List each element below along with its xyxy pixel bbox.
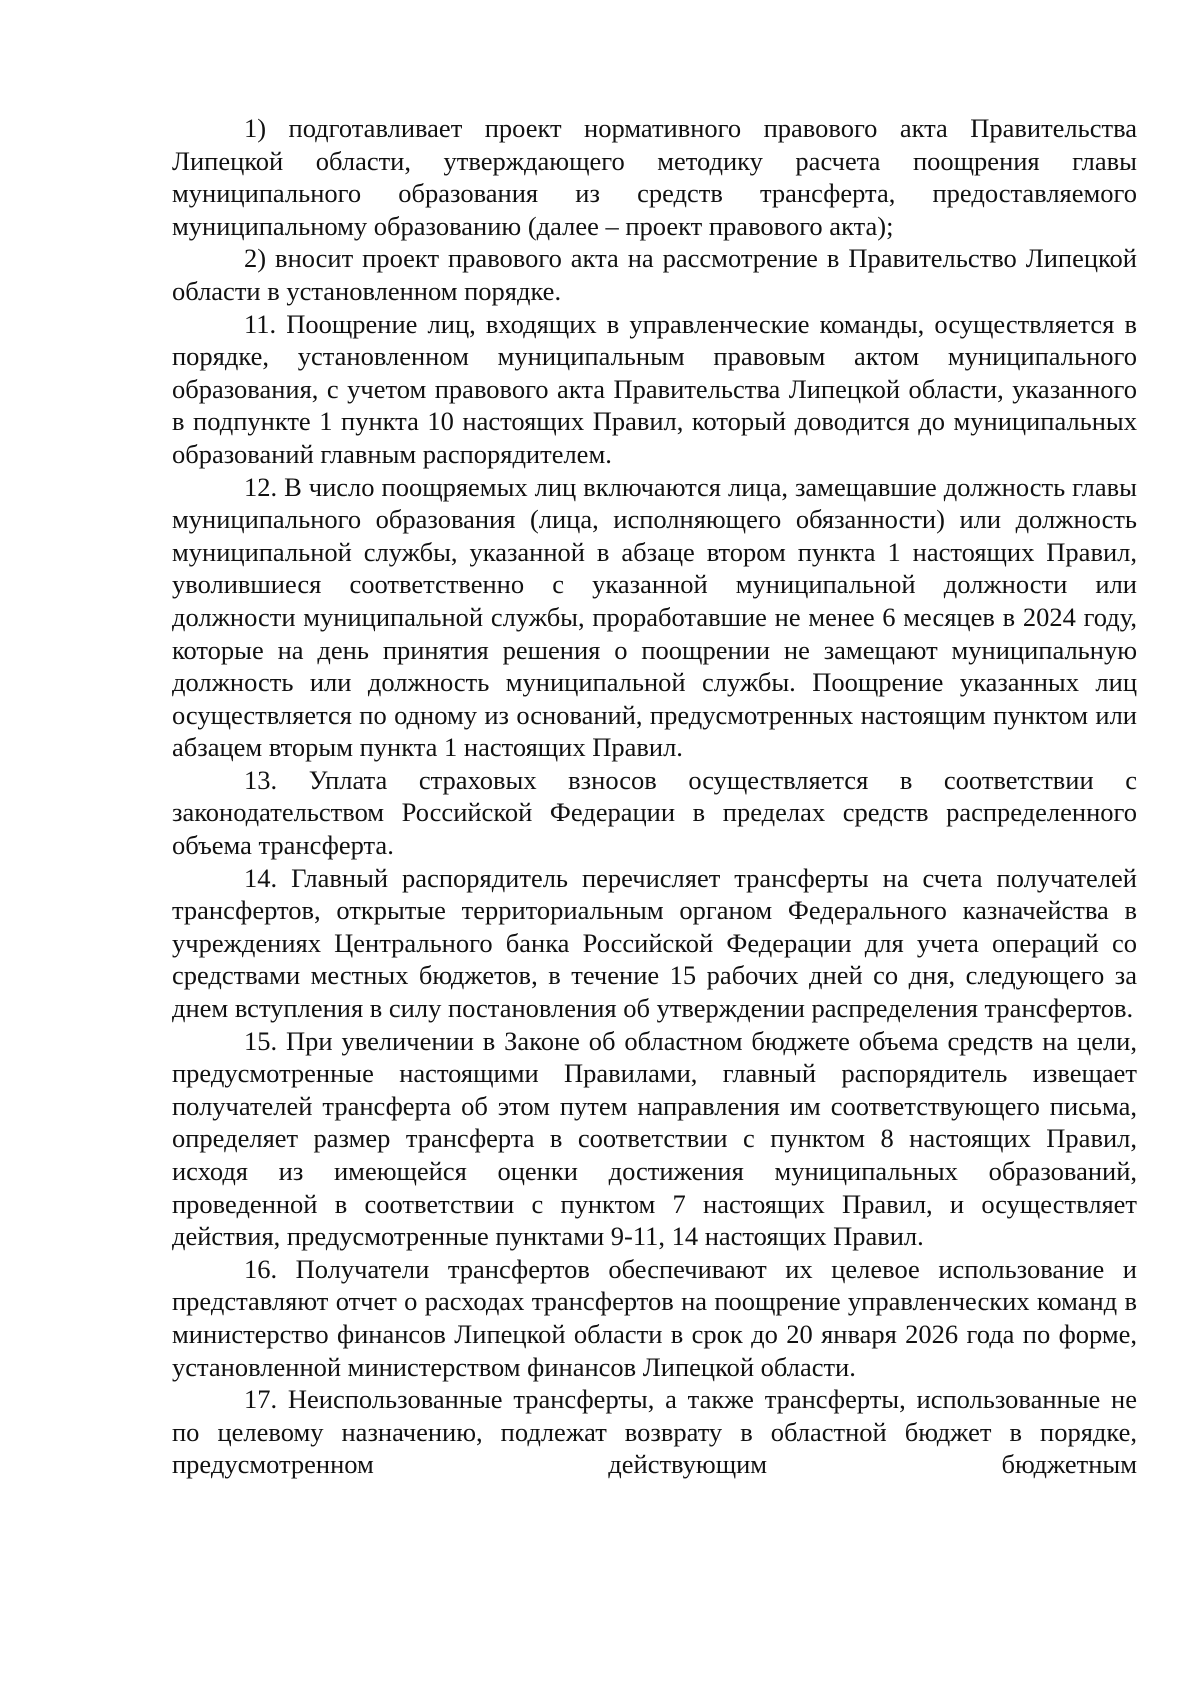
paragraph-item-13: 13. Уплата страховых взносов осуществляется в соответствии с законодательством Российской Федерации в пределах средств распределенного объема трансферта.: [172, 764, 1137, 861]
paragraph-item-15: 15. При увеличении в Законе об областном бюджете объема средств на цели, предусмотренные настоящими Правилами, главный распорядитель извещает получателей трансферта об этом путем направления им соответствующего письма, определяет размер трансферта в соответствии с пунктом 8 настоящих Правил, исходя из имеющейся оценки достижения муниципальных образований, проведенной в соответствии с пунктом 7 настоящих Правил, и осуществляет действия, предусмотренные пунктами 9-11, 14 настоящих Правил.: [172, 1025, 1137, 1252]
paragraph-item-14: 14. Главный распорядитель перечисляет трансферты на счета получателей трансфертов, открытые территориальным органом Федерального казначейства в учреждениях Центрального банка Российской Федерации для учета операций со средствами местных бюджетов, в течение 15 рабочих дней со дня, следующего за днем вступления в силу постановления об утверждении распределения трансфертов.: [172, 862, 1137, 1024]
paragraph-item-11: 11. Поощрение лиц, входящих в управленческие команды, осуществляется в порядке, установленном муниципальным правовым актом муниципального образования, с учетом правового акта Правительства Липецкой области, указанного в подпункте 1 пункта 10 настоящих Правил, который доводится до муниципальных образований главным распорядителем.: [172, 308, 1137, 469]
paragraph-item-16: 16. Получатели трансфертов обеспечивают их целевое использование и представляют отчет о расходах трансфертов на поощрение управленческих команд в министерство финансов Липецкой области в срок до 20 января 2026 года по форме, установленной министерством финансов Липецкой области.: [172, 1253, 1137, 1382]
paragraph-item-12: 12. В число поощряемых лиц включаются лица, замещавшие должность главы муниципального образования (лица, исполняющего обязанности) или должность муниципальной службы, указанной в абзаце втором пункта 1 настоящих Правил, уволившиеся соответственно с указанной муниципальной должности или должности муниципальной службы, проработавшие не менее 6 месяцев в 2024 году, которые на день принятия решения о поощрении не замещают муниципальную должность или должность муниципальной службы. Поощрение указанных лиц осуществляется по одному из оснований, предусмотренных настоящим пунктом или абзацем вторым пункта 1 настоящих Правил.: [172, 471, 1137, 763]
document-page: [172, 112, 1137, 1481]
paragraph-item-17: 17. Неиспользованные трансферты, а также трансферты, использованные не по целевому назначению, подлежат возврату в областной бюджет в порядке, предусмотренном действующим бюджетным: [172, 1384, 1137, 1480]
paragraph-subitem-2: 2) вносит проект правового акта на рассмотрение в Правительство Липецкой области в установленном порядке.: [172, 243, 1137, 306]
paragraph-subitem-1: 1) подготавливает проект нормативного правового акта Правительства Липецкой области, утверждающего методику расчета поощрения главы муниципального образования из средств трансферта, предоставляемого муниципальному образованию (далее – проект правового акта);: [172, 113, 1137, 241]
